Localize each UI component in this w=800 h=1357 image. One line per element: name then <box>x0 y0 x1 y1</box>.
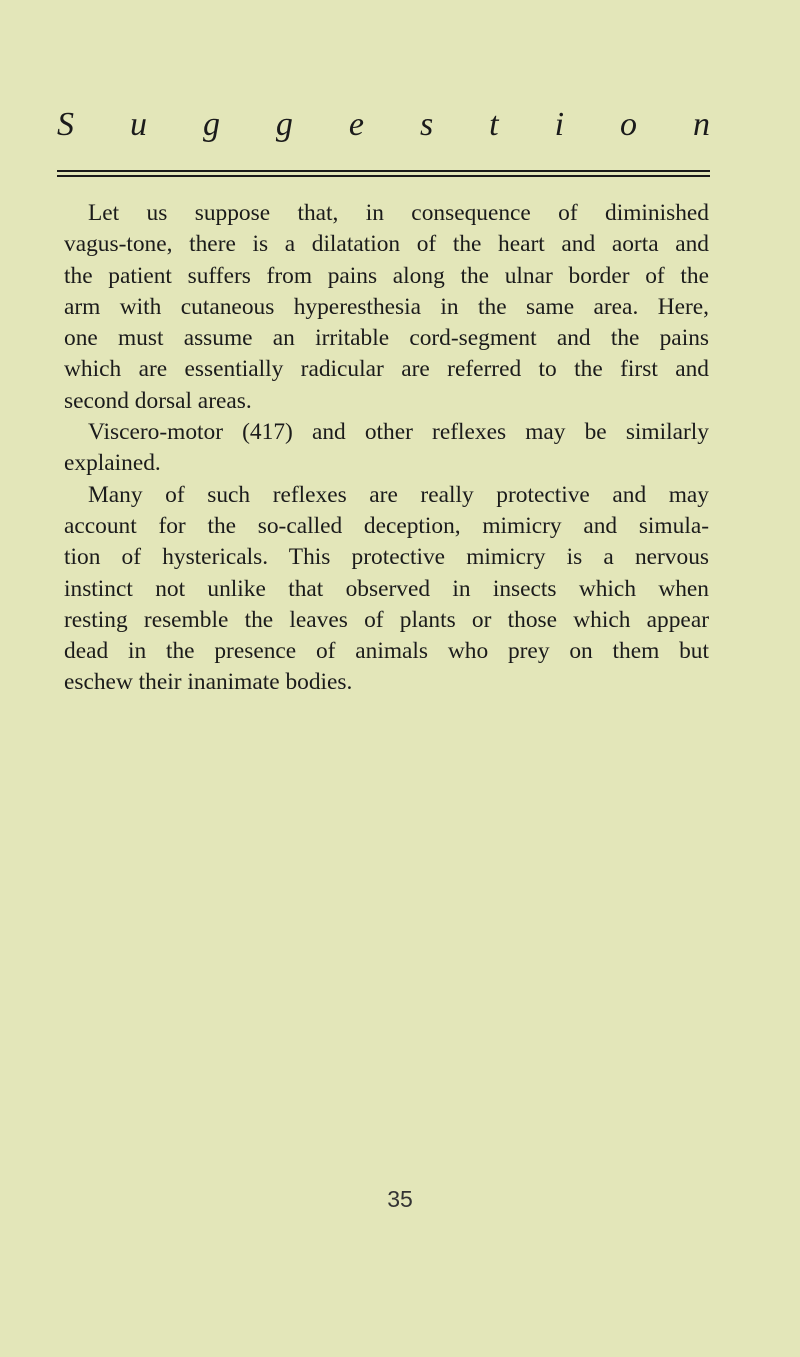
header-letter: S <box>57 106 74 143</box>
text-line: arm with cutaneous hyperesthesia in the same area. Here, <box>64 293 709 320</box>
header-letter: g <box>202 106 220 143</box>
body-text <box>64 198 709 699</box>
header-letter: n <box>692 106 710 143</box>
page-number: 35 <box>387 1186 413 1212</box>
header-rule-thick <box>57 170 710 172</box>
text-line: one must assume an irritable cord-segment and the pains <box>64 325 709 352</box>
header-letter: u <box>129 106 147 143</box>
running-header <box>57 98 710 142</box>
text-line: Many of such reflexes are really protective and may <box>88 481 709 508</box>
text-line: instinct not unlike that observed in insects which when <box>64 575 709 602</box>
paragraph <box>64 417 709 480</box>
header-letter: o <box>619 106 637 143</box>
text-line: dead in the presence of animals who prey on them but <box>64 638 709 665</box>
text-line: Viscero-motor (417) and other reflexes may be similarly <box>88 419 709 446</box>
text-line: Let us suppose that, in consequence of diminished <box>88 200 709 226</box>
text-line: tion of hystericals. This protective mimicry is a nervous <box>64 544 709 571</box>
text-line: account for the so-called deception, mimicry and simula- <box>64 512 709 539</box>
text-line: eschew their inanimate bodies. <box>64 669 353 696</box>
header-letter: g <box>275 106 293 143</box>
text-line: vagus-tone, there is a dilatation of the heart and aorta and <box>64 231 709 258</box>
paragraph <box>64 480 709 699</box>
text-line: the patient suffers from pains along the ulnar border of the <box>64 262 709 289</box>
text-line: explained. <box>64 450 161 477</box>
text-line: resting resemble the leaves of plants or those which appear <box>64 606 709 633</box>
text-line: second dorsal areas. <box>64 387 252 414</box>
header-letter: t <box>489 106 499 143</box>
paragraph <box>64 198 709 417</box>
header-letter: i <box>554 106 565 143</box>
text-line: which are essentially radicular are referred to the first and <box>64 356 709 383</box>
header-letter: e <box>348 106 364 143</box>
header-rule-thin <box>57 175 710 177</box>
header-letter: s <box>419 106 434 143</box>
